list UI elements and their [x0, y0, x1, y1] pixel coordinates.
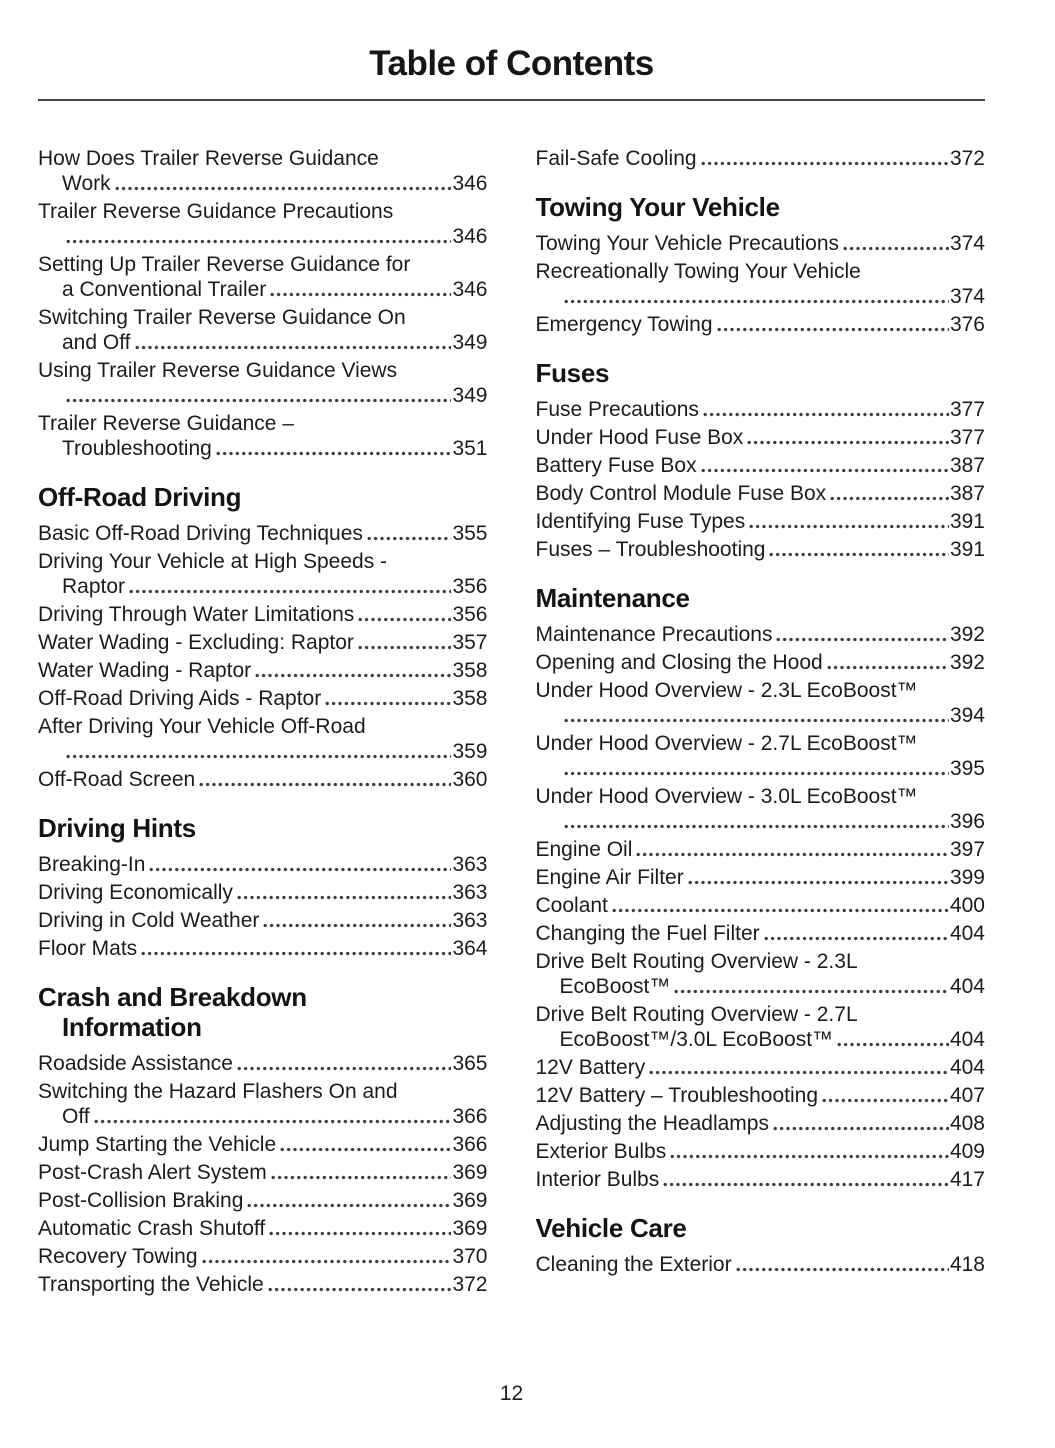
entry-page-number: 366	[452, 1133, 488, 1156]
entry-page-number: 391	[949, 538, 985, 561]
toc-entry[interactable]	[38, 549, 488, 599]
entry-label: Driving Through Water Limitations	[38, 603, 355, 626]
entry-page-number: 377	[949, 398, 985, 421]
dot-leader	[268, 1286, 452, 1293]
section-heading-line: Information	[62, 1012, 202, 1042]
dot-leader	[115, 185, 452, 192]
entry-page-number: 374	[949, 232, 985, 255]
section-heading	[38, 482, 488, 512]
entry-page-number: 399	[949, 866, 985, 889]
toc-entry[interactable]	[536, 921, 986, 946]
dot-leader	[649, 1069, 949, 1076]
entry-label: Post-Collision Braking	[38, 1189, 244, 1212]
dot-leader	[325, 700, 451, 707]
dot-leader	[688, 879, 949, 886]
toc-entry[interactable]	[38, 714, 488, 764]
entry-label: Driving in Cold Weather	[38, 909, 260, 932]
dot-leader	[271, 1174, 452, 1181]
entry-label: Fuses – Troubleshooting	[535, 538, 766, 561]
entry-page-number: 346	[452, 225, 488, 248]
entry-label: Off	[62, 1105, 90, 1128]
toc-entry[interactable]	[536, 1055, 986, 1080]
entry-page-number: 364	[452, 937, 488, 960]
entry-page-number: 397	[949, 838, 985, 861]
toc-entry[interactable]	[38, 1160, 488, 1185]
dot-leader	[564, 298, 949, 305]
entry-page-number: 392	[949, 651, 985, 674]
entry-page-number: 358	[452, 659, 488, 682]
toc-entry[interactable]	[38, 936, 488, 961]
dot-leader	[66, 753, 451, 760]
entry-page-number: 400	[949, 894, 985, 917]
entry-page-number: 404	[949, 975, 985, 998]
toc-entry[interactable]	[536, 537, 986, 562]
dot-leader	[280, 1146, 451, 1153]
entry-page-number: 357	[452, 631, 488, 654]
dot-leader	[717, 326, 949, 333]
entry-label: Engine Air Filter	[535, 866, 684, 889]
dot-leader	[837, 1041, 949, 1048]
toc-entry[interactable]	[38, 602, 488, 627]
dot-leader	[663, 1181, 949, 1188]
toc-entry[interactable]	[536, 231, 986, 256]
entry-label: Troubleshooting	[62, 437, 212, 460]
entry-page-number: 346	[452, 172, 488, 195]
toc-entry[interactable]	[38, 358, 488, 408]
toc-entry[interactable]	[38, 411, 488, 461]
dot-leader	[199, 781, 451, 788]
entry-page-number: 376	[949, 313, 985, 336]
entry-label: and Off	[62, 331, 131, 354]
entry-page-number: 394	[949, 704, 985, 727]
entry-page-number: 407	[949, 1084, 985, 1107]
entry-label: Recovery Towing	[38, 1245, 198, 1268]
entry-label-line: Driving Your Vehicle at High Speeds -	[38, 550, 388, 573]
dot-leader	[612, 907, 949, 914]
entry-label: Cleaning the Exterior	[535, 1253, 732, 1276]
section-heading	[38, 982, 488, 1042]
toc-entry[interactable]	[38, 521, 488, 546]
toc-columns	[38, 146, 985, 1300]
dot-leader	[216, 450, 452, 457]
entry-label: Driving Economically	[38, 881, 233, 904]
toc-entry[interactable]	[536, 312, 986, 337]
toc-entry[interactable]	[536, 622, 986, 647]
dot-leader	[736, 1266, 949, 1273]
entry-label: Opening and Closing the Hood	[535, 651, 823, 674]
entry-label: Basic Off-Road Driving Techniques	[38, 522, 363, 545]
dot-leader	[670, 1153, 949, 1160]
entry-label: EcoBoost™	[559, 975, 671, 998]
section-heading-line: Vehicle Care	[535, 1213, 687, 1243]
dot-leader	[135, 344, 452, 351]
toc-entry[interactable]	[38, 852, 488, 877]
entry-label-line: Under Hood Overview - 2.3L EcoBoost™	[535, 679, 918, 702]
section-heading	[536, 1213, 986, 1243]
toc-entry[interactable]	[536, 1139, 986, 1164]
dot-leader	[769, 551, 948, 558]
entry-label: Water Wading - Excluding: Raptor	[38, 631, 354, 654]
entry-label-line: How Does Trailer Reverse Guidance	[38, 147, 379, 170]
entry-label: Automatic Crash Shutoff	[38, 1217, 266, 1240]
dot-leader	[701, 467, 949, 474]
entry-label: Exterior Bulbs	[535, 1140, 667, 1163]
dot-leader	[270, 291, 451, 298]
entry-page-number: 417	[949, 1168, 985, 1191]
dot-leader	[749, 523, 949, 530]
entry-label-line: Switching the Hazard Flashers On and	[38, 1080, 398, 1103]
toc-column-1	[38, 146, 488, 1300]
toc-entry[interactable]	[536, 397, 986, 422]
entry-page-number: 356	[452, 575, 488, 598]
dot-leader	[636, 851, 949, 858]
toc-entry[interactable]	[38, 1272, 488, 1297]
toc-entry[interactable]	[536, 1002, 986, 1052]
entry-page-number: 387	[949, 482, 985, 505]
entry-page-number: 404	[949, 1056, 985, 1079]
toc-entry[interactable]	[536, 731, 986, 781]
dot-leader	[843, 245, 949, 252]
dot-leader	[358, 644, 452, 651]
toc-entry[interactable]	[38, 1051, 488, 1076]
toc-entry[interactable]	[38, 658, 488, 683]
entry-page-number: 363	[452, 881, 488, 904]
entry-page-number: 369	[452, 1189, 488, 1212]
section-heading-line: Towing Your Vehicle	[535, 192, 780, 222]
entry-label-line: Trailer Reverse Guidance –	[38, 412, 294, 435]
entry-label: Adjusting the Headlamps	[535, 1112, 769, 1135]
dot-leader	[764, 935, 949, 942]
dot-leader	[564, 770, 949, 777]
toc-entry[interactable]	[38, 767, 488, 792]
dot-leader	[827, 664, 949, 671]
entry-label: Coolant	[535, 894, 608, 917]
toc-entry[interactable]	[536, 949, 986, 999]
entry-page-number: 358	[452, 687, 488, 710]
dot-leader	[255, 672, 451, 679]
entry-label: Towing Your Vehicle Precautions	[535, 232, 840, 255]
toc-entry[interactable]	[536, 259, 986, 309]
toc-entry[interactable]	[536, 425, 986, 450]
entry-label-line: After Driving Your Vehicle Off-Road	[38, 715, 366, 738]
entry-label: Raptor	[62, 575, 126, 598]
toc-entry[interactable]	[536, 481, 986, 506]
dot-leader	[237, 894, 452, 901]
entry-page-number: 395	[949, 757, 985, 780]
entry-label: EcoBoost™/3.0L EcoBoost™	[559, 1028, 834, 1051]
entry-label-line: Setting Up Trailer Reverse Guidance for	[38, 253, 411, 276]
entry-label: Breaking-In	[38, 853, 146, 876]
toc-entry[interactable]	[38, 305, 488, 355]
entry-page-number: 396	[949, 810, 985, 833]
entry-page-number: 370	[452, 1245, 488, 1268]
entry-label-line: Drive Belt Routing Overview - 2.3L	[535, 950, 858, 973]
dot-leader	[776, 636, 948, 643]
footer-page-number: 12	[499, 1382, 524, 1405]
dot-leader	[141, 950, 451, 957]
entry-page-number: 349	[452, 384, 488, 407]
entry-label: 12V Battery	[535, 1056, 646, 1079]
toc-entry[interactable]	[536, 1111, 986, 1136]
entry-page-number: 363	[452, 909, 488, 932]
entry-label: Changing the Fuel Filter	[535, 922, 760, 945]
entry-page-number: 369	[452, 1161, 488, 1184]
entry-label: Fail-Safe Cooling	[535, 147, 697, 170]
entry-page-number: 359	[452, 740, 488, 763]
entry-label: Off-Road Screen	[38, 768, 196, 791]
entry-page-number: 372	[949, 147, 985, 170]
dot-leader	[149, 866, 451, 873]
entry-label-line: Under Hood Overview - 2.7L EcoBoost™	[535, 732, 918, 755]
toc-column-2	[536, 146, 986, 1300]
entry-page-number: 346	[452, 278, 488, 301]
entry-label: Body Control Module Fuse Box	[535, 482, 827, 505]
dot-leader	[822, 1097, 949, 1104]
entry-page-number: 418	[949, 1253, 985, 1276]
dot-leader	[773, 1125, 949, 1132]
dot-leader	[703, 411, 949, 418]
entry-label: Water Wading - Raptor	[38, 659, 252, 682]
dot-leader	[129, 588, 451, 595]
toc-entry[interactable]	[536, 1083, 986, 1108]
entry-label: a Conventional Trailer	[62, 278, 267, 301]
toc-entry[interactable]	[536, 453, 986, 478]
toc-entry[interactable]	[38, 1079, 488, 1129]
entry-label: Battery Fuse Box	[535, 454, 697, 477]
toc-entry[interactable]	[536, 837, 986, 862]
toc-entry[interactable]	[536, 650, 986, 675]
dot-leader	[701, 160, 949, 167]
dot-leader	[263, 922, 451, 929]
dot-leader	[367, 535, 452, 542]
entry-label-line: Switching Trailer Reverse Guidance On	[38, 306, 406, 329]
title-divider	[38, 99, 985, 101]
entry-label-line: Drive Belt Routing Overview - 2.7L	[535, 1003, 858, 1026]
toc-entry[interactable]	[38, 630, 488, 655]
toc-entry[interactable]	[38, 252, 488, 302]
section-heading	[536, 358, 986, 388]
entry-label: Jump Starting the Vehicle	[38, 1133, 277, 1156]
toc-entry[interactable]	[536, 678, 986, 728]
dot-leader	[66, 397, 451, 404]
entry-label: 12V Battery – Troubleshooting	[535, 1084, 819, 1107]
toc-entry[interactable]	[38, 880, 488, 905]
dot-leader	[94, 1118, 452, 1125]
dot-leader	[564, 717, 949, 724]
entry-page-number: 404	[949, 1028, 985, 1051]
entry-page-number: 377	[949, 426, 985, 449]
dot-leader	[358, 616, 451, 623]
entry-label: Post-Crash Alert System	[38, 1161, 267, 1184]
entry-label: Transporting the Vehicle	[38, 1273, 264, 1296]
page-title: Table of Contents	[369, 44, 654, 83]
toc-entry[interactable]	[38, 199, 488, 249]
entry-page-number: 372	[452, 1273, 488, 1296]
entry-page-number: 363	[452, 853, 488, 876]
entry-page-number: 356	[452, 603, 488, 626]
entry-label: Floor Mats	[38, 937, 138, 960]
entry-page-number: 392	[949, 623, 985, 646]
dot-leader	[564, 823, 949, 830]
section-heading-line: Fuses	[535, 358, 610, 388]
toc-entry[interactable]	[536, 784, 986, 834]
entry-label: Fuse Precautions	[535, 398, 699, 421]
entry-page-number: 369	[452, 1217, 488, 1240]
entry-page-number: 365	[452, 1052, 488, 1075]
dot-leader	[66, 238, 451, 245]
entry-label-line: Using Trailer Reverse Guidance Views	[38, 359, 398, 382]
toc-entry[interactable]	[38, 908, 488, 933]
toc-entry[interactable]	[536, 1252, 986, 1277]
section-heading	[536, 583, 986, 613]
dot-leader	[237, 1065, 452, 1072]
toc-entry[interactable]	[38, 146, 488, 196]
dot-leader	[269, 1230, 451, 1237]
section-heading-line: Off-Road Driving	[38, 482, 242, 512]
entry-page-number: 408	[949, 1112, 985, 1135]
dot-leader	[747, 439, 949, 446]
section-heading	[536, 192, 986, 222]
toc-entry[interactable]	[38, 1132, 488, 1157]
section-heading-line: Driving Hints	[38, 813, 196, 843]
entry-label-line: Trailer Reverse Guidance Precautions	[38, 200, 394, 223]
toc-entry[interactable]	[38, 686, 488, 711]
toc-entry[interactable]	[536, 146, 986, 171]
entry-page-number: 351	[452, 437, 488, 460]
entry-page-number: 355	[452, 522, 488, 545]
dot-leader	[830, 495, 949, 502]
dot-leader	[202, 1258, 452, 1265]
entry-page-number: 387	[949, 454, 985, 477]
entry-page-number: 374	[949, 285, 985, 308]
entry-label: Maintenance Precautions	[535, 623, 773, 646]
dot-leader	[247, 1202, 451, 1209]
toc-entry[interactable]	[536, 509, 986, 534]
entry-label-line: Recreationally Towing Your Vehicle	[535, 260, 861, 283]
entry-label-line: Under Hood Overview - 3.0L EcoBoost™	[535, 785, 918, 808]
entry-page-number: 360	[452, 768, 488, 791]
entry-label: Work	[62, 172, 111, 195]
entry-page-number: 404	[949, 922, 985, 945]
toc-entry[interactable]	[536, 1167, 986, 1192]
entry-label: Engine Oil	[535, 838, 633, 861]
entry-label: Emergency Towing	[535, 313, 713, 336]
entry-label: Interior Bulbs	[535, 1168, 660, 1191]
toc-entry[interactable]	[536, 865, 986, 890]
toc-entry[interactable]	[536, 893, 986, 918]
section-heading	[38, 813, 488, 843]
entry-page-number: 366	[452, 1105, 488, 1128]
entry-page-number: 391	[949, 510, 985, 533]
entry-label: Off-Road Driving Aids - Raptor	[38, 687, 322, 710]
dot-leader	[674, 988, 949, 995]
entry-label: Under Hood Fuse Box	[535, 426, 744, 449]
entry-label: Roadside Assistance	[38, 1052, 233, 1075]
section-heading-line: Crash and Breakdown	[38, 982, 307, 1012]
toc-entry[interactable]	[38, 1188, 488, 1213]
entry-label: Identifying Fuse Types	[535, 510, 746, 533]
toc-entry[interactable]	[38, 1216, 488, 1241]
section-heading-line: Maintenance	[535, 583, 690, 613]
entry-page-number: 349	[452, 331, 488, 354]
entry-page-number: 409	[949, 1140, 985, 1163]
toc-entry[interactable]	[38, 1244, 488, 1269]
